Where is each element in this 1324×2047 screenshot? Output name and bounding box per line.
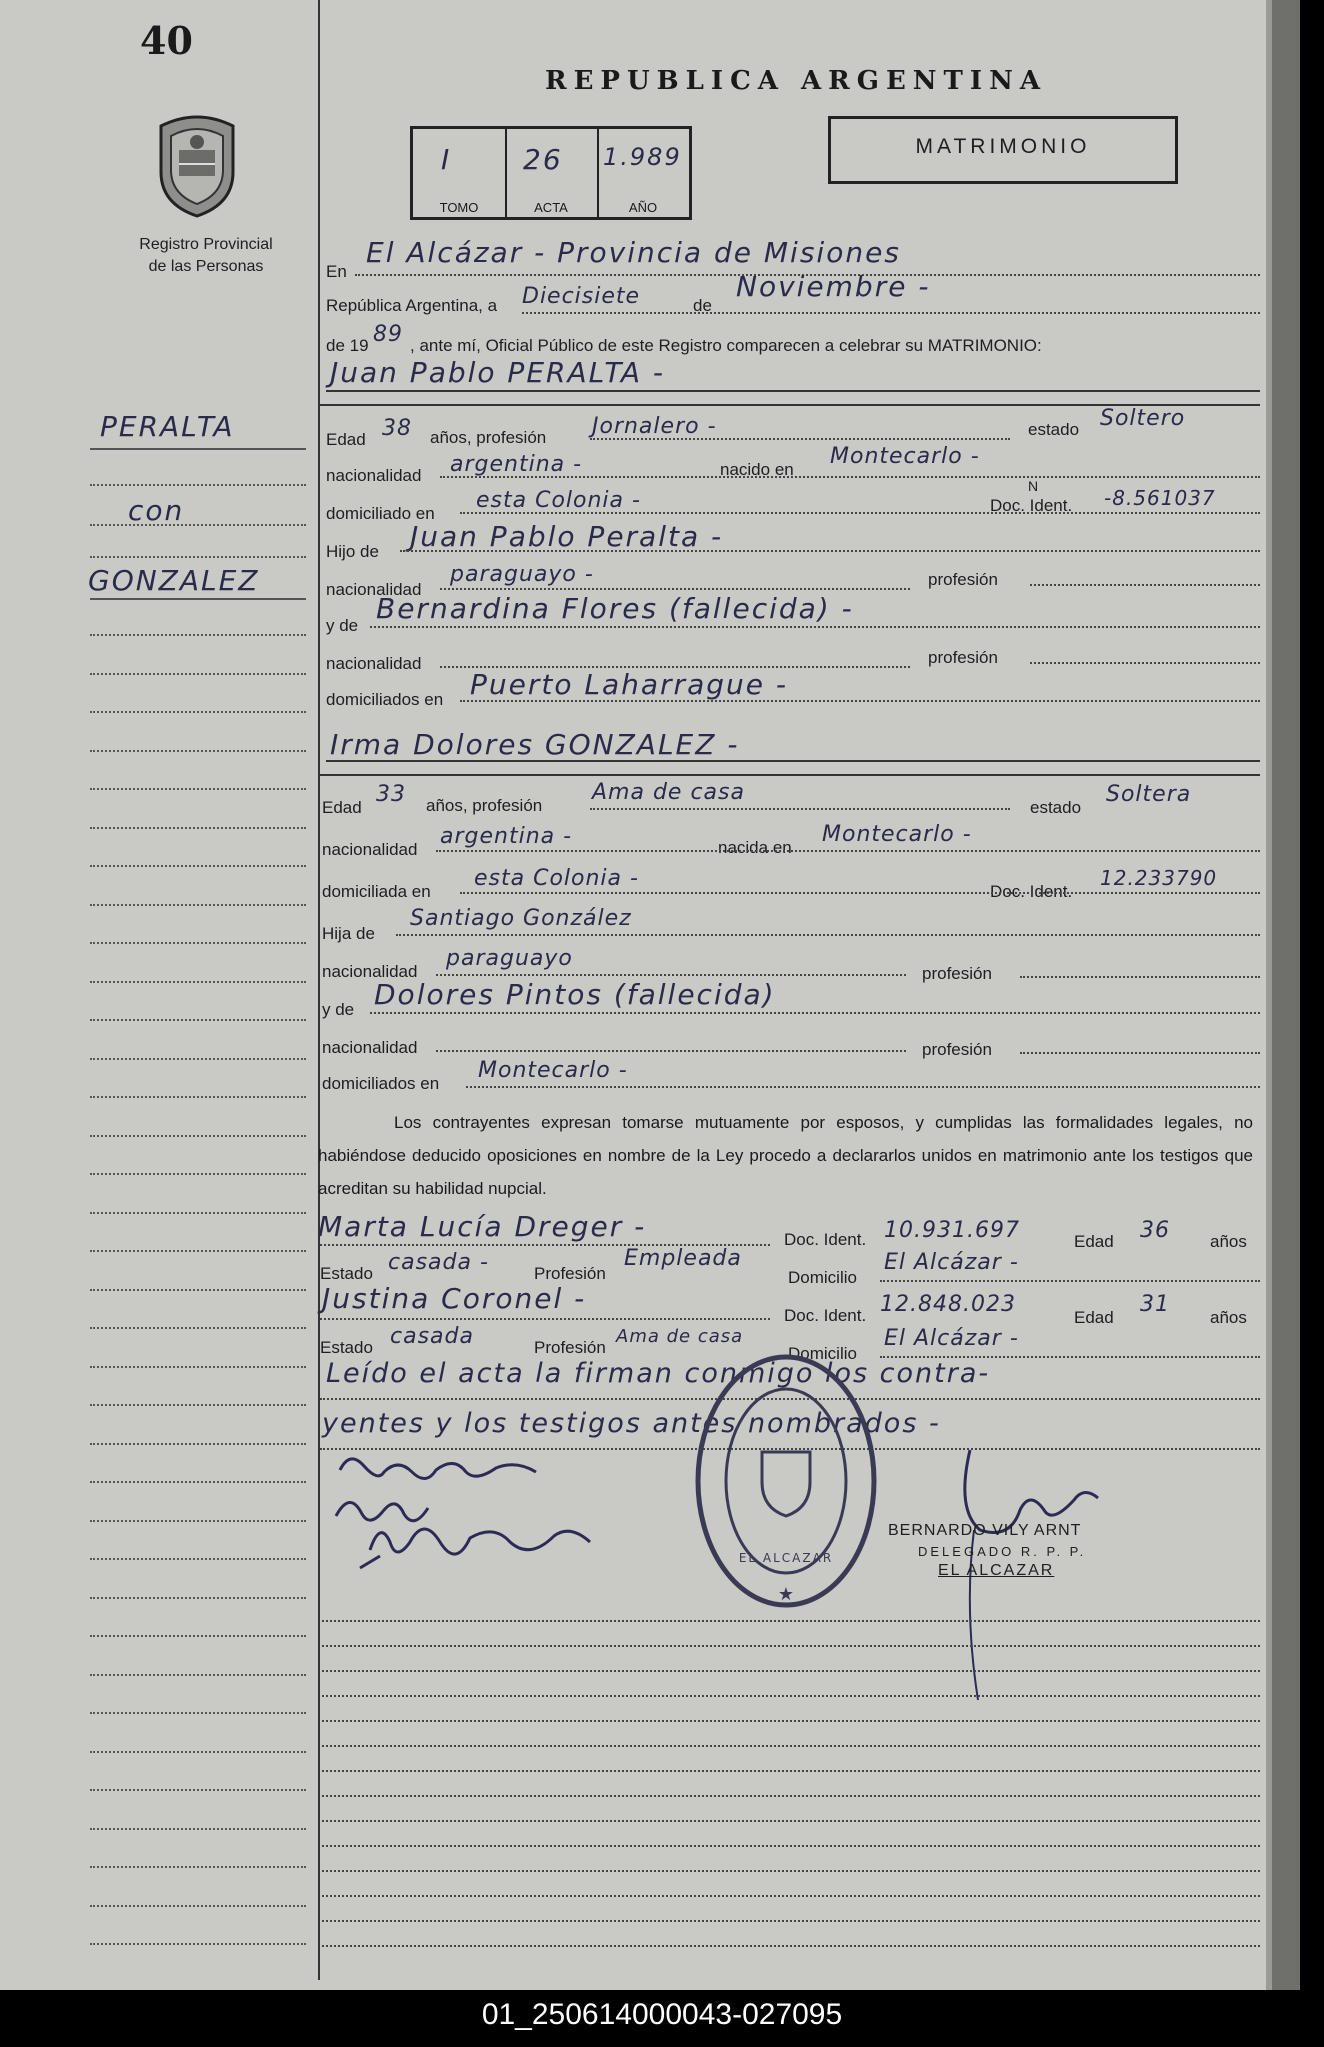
blank-line — [322, 1695, 1260, 1697]
ano-value: 1.989 — [603, 143, 682, 171]
label: Profesión — [534, 1264, 606, 1283]
groom-parents-domicile: Puerto Laharrague - — [470, 668, 788, 701]
label: Hija de — [322, 924, 375, 943]
margin-line — [90, 1212, 306, 1214]
margin-line — [90, 1674, 306, 1676]
blank-line — [322, 1670, 1260, 1672]
fill-line — [590, 808, 1010, 810]
record-type: MATRIMONIO — [915, 135, 1091, 158]
margin-line — [90, 788, 306, 790]
label: Edad — [1074, 1232, 1114, 1251]
groom-nationality: argentina - — [450, 452, 583, 477]
margin-surname-2: GONZALEZ — [88, 564, 260, 597]
label: Domicilio — [788, 1268, 857, 1287]
fill-line — [460, 700, 1260, 702]
label: Edad — [322, 798, 362, 817]
bride-doc: 12.233790 — [1100, 866, 1218, 890]
blank-line — [322, 1620, 1260, 1622]
witness1-doc: 10.931.697 — [884, 1218, 1020, 1243]
blank-line — [322, 1845, 1260, 1847]
label: años, profesión — [426, 796, 543, 815]
bride-estado: Soltera — [1106, 782, 1192, 807]
fill-line — [466, 1086, 1260, 1088]
label: estado — [1028, 420, 1080, 439]
fill-line — [436, 1050, 906, 1052]
bride-domicile: esta Colonia - — [474, 866, 639, 891]
witness1-domicile: El Alcázar - — [884, 1250, 1019, 1275]
margin-line — [90, 1404, 306, 1406]
label: profesión — [922, 964, 992, 983]
label: domiciliados en — [326, 690, 444, 709]
margin-line — [90, 1173, 306, 1175]
label: profesión — [928, 648, 998, 667]
groom-age: 38 — [382, 416, 412, 441]
month-value: Noviembre - — [736, 270, 931, 303]
registry-stamp-image — [692, 1352, 880, 1610]
republica-label: República Argentina, a — [326, 296, 498, 315]
margin-line — [90, 1789, 306, 1791]
fill-line — [590, 438, 1010, 440]
label: Edad — [1074, 1308, 1114, 1327]
bride-father: Santiago González — [410, 906, 632, 931]
margin-line — [90, 1712, 306, 1714]
registry-name-line2: de las Personas — [148, 258, 264, 275]
margin-line — [90, 1635, 306, 1637]
label: domiciliados en — [322, 1074, 440, 1093]
tomo-value: I — [441, 143, 452, 176]
label: años — [1210, 1308, 1247, 1327]
fill-line — [440, 588, 910, 590]
margin-line — [90, 1135, 306, 1137]
svg-text:★: ★ — [777, 1584, 795, 1604]
bride-parents-domicile: Montecarlo - — [478, 1058, 628, 1083]
label: Doc. Ident. — [784, 1230, 867, 1249]
en-label: En — [326, 262, 347, 281]
witness2-estado: casada — [390, 1324, 474, 1349]
groom-estado: Soltero — [1100, 406, 1186, 431]
fill-line — [400, 550, 1260, 552]
witness2-age: 31 — [1140, 1292, 1170, 1317]
bride-age: 33 — [376, 782, 406, 807]
label: Edad — [326, 430, 366, 449]
witness2-name: Justina Coronel - — [322, 1282, 587, 1315]
margin-line — [90, 827, 306, 829]
label: nacionalidad — [322, 1038, 418, 1057]
fill-line — [436, 974, 906, 976]
blank-line — [322, 1820, 1260, 1822]
record-reference-box — [410, 126, 692, 220]
registry-name-line1: Registro Provincial — [139, 236, 273, 253]
witness2-profession: Ama de casa — [616, 1326, 744, 1347]
label: Hijo de — [326, 542, 379, 561]
label: años — [1210, 1232, 1247, 1251]
label: nacionalidad — [322, 840, 418, 859]
blank-line — [322, 1945, 1260, 1947]
label: Estado — [320, 1264, 373, 1283]
blank-line — [322, 1895, 1260, 1897]
margin-line — [90, 1443, 306, 1445]
margin-line — [90, 865, 306, 867]
stamp-center-text: EL ALCAZAR — [738, 1551, 834, 1565]
margin-line — [90, 1289, 306, 1291]
blank-line — [322, 1795, 1260, 1797]
margin-surname-1: PERALTA — [100, 410, 235, 443]
blank-line — [322, 1920, 1260, 1922]
label: nacionalidad — [322, 962, 418, 981]
label: profesión — [922, 1040, 992, 1059]
label: Doc. Ident. — [784, 1306, 867, 1325]
label: años, profesión — [430, 428, 547, 447]
margin-line — [90, 1019, 306, 1021]
name-line — [326, 760, 1260, 762]
bride-nationality: argentina - — [440, 824, 573, 849]
fill-line — [1030, 662, 1260, 664]
label: nacionalidad — [326, 466, 422, 485]
place-value: El Alcázar - Provincia de Misiones — [366, 236, 901, 269]
fill-line — [880, 1280, 1260, 1282]
margin-line — [90, 1751, 306, 1753]
acta-label: ACTA — [534, 200, 568, 215]
margin-line — [90, 750, 306, 752]
margin-line — [90, 942, 306, 944]
fill-line — [396, 934, 1260, 936]
year-prefix: de 19 — [326, 336, 369, 355]
margin-line — [90, 1250, 306, 1252]
margin-line — [90, 524, 306, 526]
groom-mother: Bernardina Flores (fallecida) - — [376, 592, 854, 625]
label: estado — [1030, 798, 1082, 817]
margin-line — [90, 1520, 306, 1522]
label: y de — [322, 1000, 355, 1019]
groom-profession: Jornalero - — [592, 414, 717, 439]
label: Doc. Ident. — [990, 882, 1073, 901]
label: Domicilio — [788, 1344, 857, 1363]
blank-line — [322, 1870, 1260, 1872]
fill-line — [1030, 584, 1260, 586]
de-label: de — [693, 296, 712, 315]
margin-line — [90, 1558, 306, 1560]
witness1-age: 36 — [1140, 1218, 1170, 1243]
fill-line — [1020, 1052, 1260, 1054]
label: Estado — [320, 1338, 373, 1357]
doc-n-label: N — [1028, 478, 1039, 494]
margin-line — [90, 1905, 306, 1907]
fill-line — [320, 1318, 770, 1320]
margin-line — [90, 1943, 306, 1945]
margin-line — [90, 904, 306, 906]
witness1-estado: casada - — [388, 1250, 489, 1275]
label: nacionalidad — [326, 654, 422, 673]
book-binding-edge — [1266, 0, 1272, 1990]
label: domiciliado en — [326, 504, 435, 523]
fill-line — [370, 626, 1260, 628]
closing-line-2: yentes y los testigos antes nombrados - — [322, 1408, 941, 1439]
margin-line — [90, 556, 306, 558]
label: Profesión — [534, 1338, 606, 1357]
scan-id: 01_250614000043-027095 — [481, 1998, 843, 2031]
fill-line — [370, 1012, 1260, 1014]
groom-doc: -8.561037 — [1104, 486, 1216, 510]
province-coat-of-arms-icon — [155, 112, 239, 220]
bride-mother: Dolores Pintos (fallecida) — [374, 978, 776, 1011]
fill-line — [522, 312, 1260, 314]
groom-domicile: esta Colonia - — [476, 488, 641, 513]
fill-line — [1020, 976, 1260, 978]
witness2-domicile: El Alcázar - — [884, 1326, 1019, 1351]
fill-line — [460, 512, 1260, 514]
fill-line — [436, 850, 1260, 852]
signatures-image — [320, 1440, 650, 1610]
bride-father-nationality: paraguayo — [446, 946, 573, 971]
witness1-profession: Empleada — [624, 1246, 742, 1271]
official-place: EL ALCAZAR — [938, 1562, 1055, 1579]
groom-name: Juan Pablo PERALTA - — [330, 356, 666, 389]
label: y de — [326, 616, 359, 635]
bride-profession: Ama de casa — [592, 780, 745, 805]
label: profesión — [928, 570, 998, 589]
margin-line — [90, 981, 306, 983]
margin-con: con — [128, 494, 185, 527]
witness2-doc: 12.848.023 — [880, 1292, 1016, 1317]
label: nacida en — [718, 838, 792, 857]
margin-line — [90, 1481, 306, 1483]
section-line — [320, 774, 1260, 776]
official-title: DELEGADO R. P. P. — [918, 1544, 1087, 1559]
record-type-box — [828, 116, 1178, 184]
bride-name: Irma Dolores GONZALEZ - — [330, 728, 740, 761]
margin-line — [90, 1327, 306, 1329]
margin-line — [90, 1366, 306, 1368]
blank-line — [322, 1770, 1260, 1772]
groom-birthplace: Montecarlo - — [830, 444, 980, 469]
margin-line — [90, 1597, 306, 1599]
official-name: BERNARDO VILY ARNT — [888, 1522, 1082, 1539]
declaration-text: Los contrayentes expresan tomarse mutuamente por esposos, y cumplidas las formalidades legales, no habiéndose deducido oposiciones en nombre de la Ley procedo a declararlos unidos en matrimonio ante los testigos que acreditan su habilidad nupcial. — [318, 1113, 1253, 1198]
year-value: 89 — [373, 322, 403, 347]
closing-line-1: Leído el acta la firman conmigo los contra- — [326, 1358, 991, 1389]
groom-father: Juan Pablo Peralta - — [410, 520, 724, 553]
blank-line — [322, 1745, 1260, 1747]
margin-line — [90, 484, 306, 486]
margin-line — [90, 634, 306, 636]
margin-line — [90, 448, 306, 450]
margin-line — [90, 711, 306, 713]
label: nacido en — [720, 460, 794, 479]
book-binding — [1272, 0, 1300, 1990]
name-line — [326, 390, 1260, 392]
margin-line — [90, 598, 306, 600]
blank-line — [322, 1645, 1260, 1647]
groom-father-nationality: paraguayo - — [450, 562, 594, 587]
blank-line — [322, 1720, 1260, 1722]
margin-line — [90, 1096, 306, 1098]
margin-line — [90, 1866, 306, 1868]
margin-rule — [318, 0, 320, 1980]
fill-line — [440, 476, 1260, 478]
page-number: 40 — [140, 18, 193, 63]
margin-line — [90, 1058, 306, 1060]
republic-title: REPUBLICA ARGENTINA — [545, 66, 1048, 96]
bride-birthplace: Montecarlo - — [822, 822, 972, 847]
day-value: Diecisiete — [522, 284, 641, 309]
fill-line — [460, 892, 1260, 894]
ano-label: AÑO — [628, 200, 658, 215]
ante-text: , ante mí, Oficial Público de este Registro comparecen a celebrar su MATRIMONIO: — [410, 336, 1042, 355]
witness1-name: Marta Lucía Dreger - — [318, 1210, 647, 1243]
acta-value: 26 — [523, 143, 563, 176]
label: nacionalidad — [326, 580, 422, 599]
label: domiciliada en — [322, 882, 431, 901]
tomo-label: TOMO — [439, 200, 479, 215]
margin-line — [90, 1828, 306, 1830]
margin-line — [90, 673, 306, 675]
label: Doc. Ident. — [990, 496, 1073, 515]
